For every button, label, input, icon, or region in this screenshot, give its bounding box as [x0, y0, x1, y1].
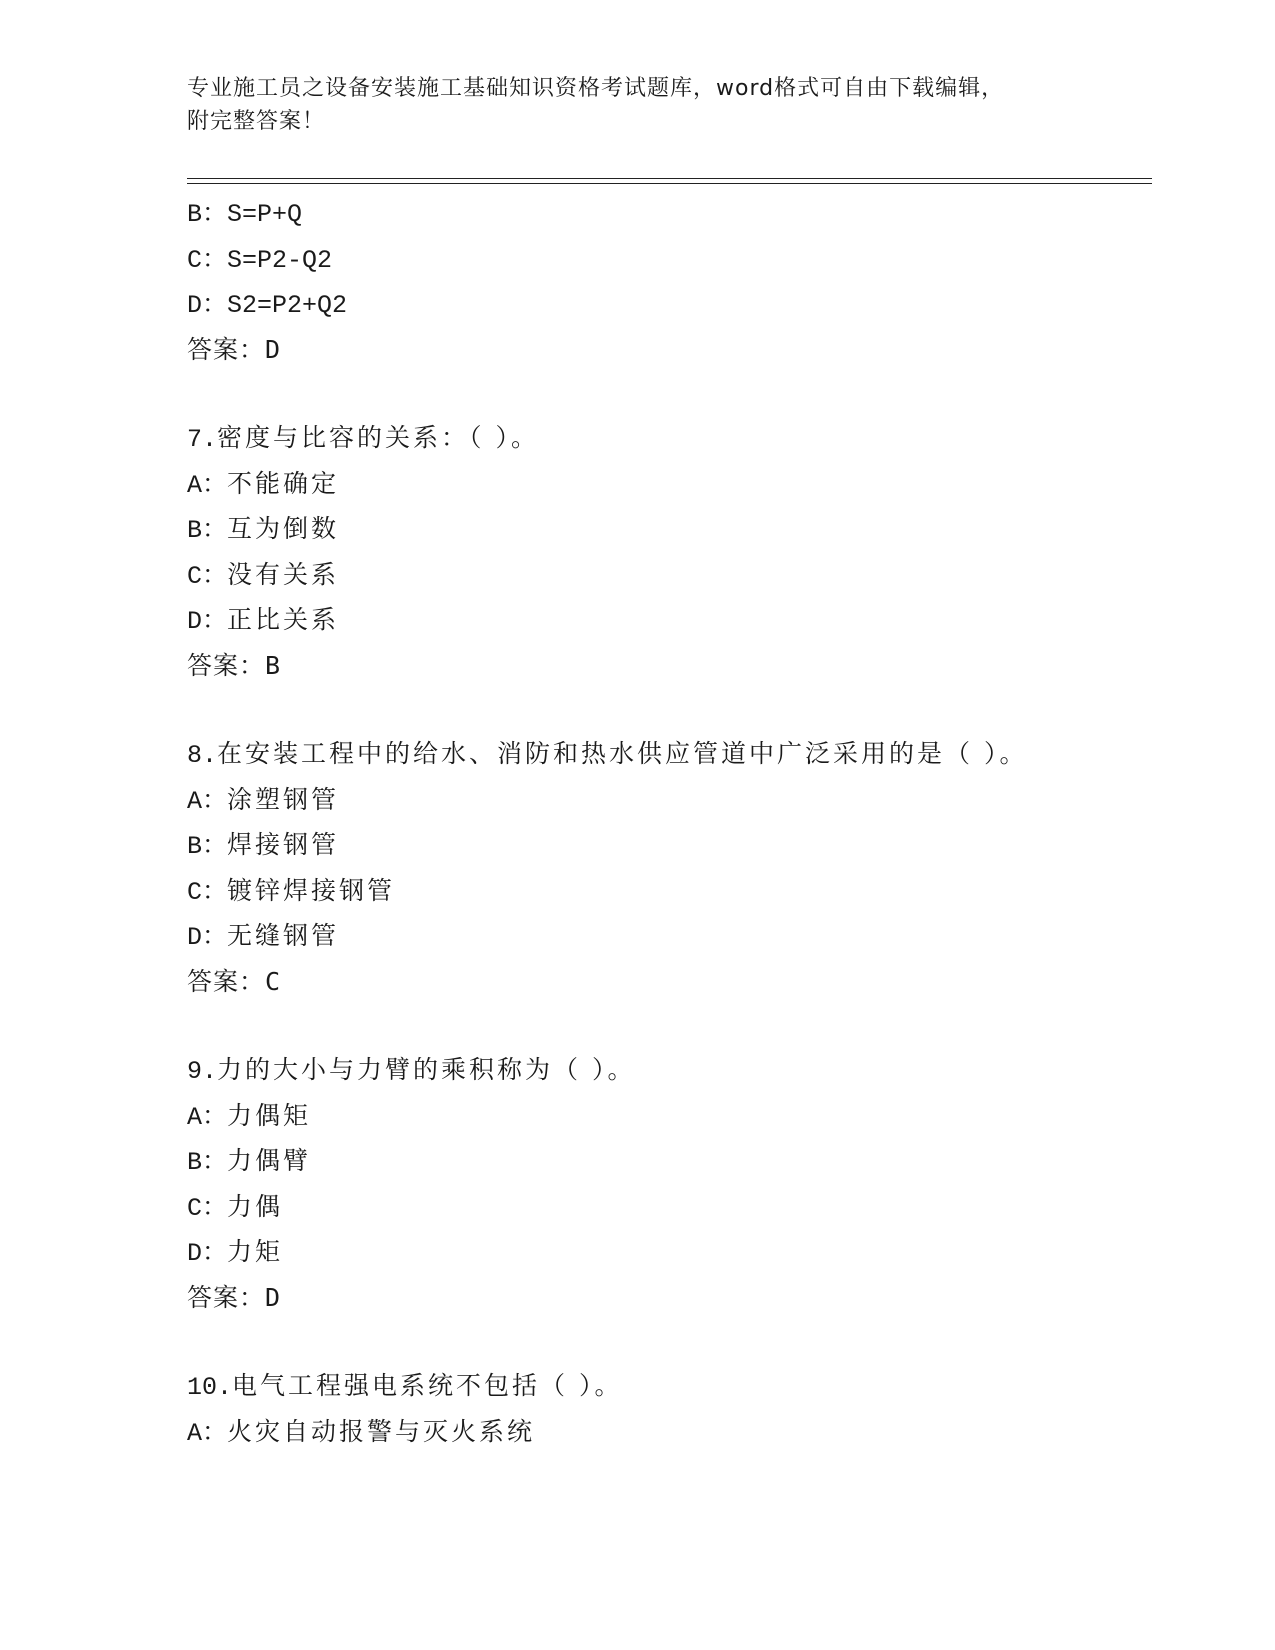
option-line	[187, 913, 1187, 959]
answer-line	[187, 959, 1187, 1005]
header-line-2: 附完整答案！	[187, 109, 326, 134]
question-block	[187, 415, 1187, 688]
answer-label: 答案：	[187, 1282, 266, 1312]
header-line-1: 专业施工员之设备安装施工基础知识资格考试题库，word格式可自由下载编辑，	[187, 76, 1005, 101]
answer-label: 答案：	[187, 966, 266, 996]
option-text: 焊接钢管	[227, 830, 340, 859]
question-text: 力的大小与力臂的乘积称为（ ）。	[217, 1055, 636, 1084]
option-line	[187, 868, 1187, 914]
option-line	[187, 506, 1187, 552]
option-line	[187, 777, 1187, 823]
option-text: 互为倒数	[227, 514, 340, 543]
option-label: D：	[187, 923, 228, 952]
answer-value: D	[265, 334, 282, 364]
option-label: C：	[187, 561, 228, 591]
question-block	[187, 1363, 1187, 1454]
question-text: 在安装工程中的给水、消防和热水供应管道中广泛采用的是（ ）。	[217, 739, 1028, 768]
option-text: 没有关系	[227, 559, 340, 589]
option-label: C：	[187, 877, 228, 907]
answer-line	[187, 1275, 1187, 1321]
option-label: C：	[187, 1193, 228, 1223]
question-number: 8.	[187, 741, 218, 770]
question-list	[187, 190, 1187, 1454]
header-divider-bottom	[187, 183, 1152, 184]
option-line	[187, 1093, 1187, 1139]
option-line	[187, 822, 1187, 868]
option-label: A：	[187, 1102, 228, 1132]
option-label: A：	[187, 786, 228, 816]
option-line	[187, 190, 1187, 236]
option-line	[187, 281, 1187, 327]
answer-line	[187, 643, 1187, 689]
option-line	[187, 1229, 1187, 1275]
answer-value: B	[265, 650, 282, 680]
option-line	[187, 236, 1187, 282]
option-label: B：	[187, 832, 228, 861]
option-label: B：	[187, 516, 228, 545]
option-label: B：	[187, 200, 228, 229]
answer-value: D	[265, 1282, 282, 1312]
header-divider-top	[187, 178, 1152, 179]
option-text: 正比关系	[227, 605, 340, 634]
question-block	[187, 1047, 1187, 1320]
option-text: 火灾自动报警与灭火系统	[227, 1416, 536, 1446]
question-stem	[187, 1047, 1187, 1093]
option-label: B：	[187, 1148, 228, 1177]
option-text: 力矩	[227, 1237, 284, 1266]
question-text: 密度与比容的关系：（ ）。	[217, 423, 539, 452]
option-line	[187, 1409, 1187, 1455]
question-text: 电气工程强电系统不包括（ ）。	[232, 1371, 623, 1400]
option-label: D：	[187, 291, 228, 320]
answer-label: 答案：	[187, 334, 266, 364]
option-text: 不能确定	[227, 468, 340, 498]
question-number: 7.	[187, 425, 218, 454]
option-text: 无缝钢管	[227, 921, 340, 950]
option-line	[187, 461, 1187, 507]
option-text: 力偶臂	[227, 1146, 312, 1175]
option-label: A：	[187, 1418, 228, 1448]
answer-value: C	[265, 966, 282, 996]
option-text: 力偶矩	[227, 1100, 312, 1130]
answer-line	[187, 327, 1187, 373]
option-text: S=P+Q	[227, 200, 303, 229]
option-label: C：	[187, 245, 228, 275]
question-number: 9.	[187, 1057, 218, 1086]
option-label: D：	[187, 607, 228, 636]
option-line	[187, 1138, 1187, 1184]
option-text: 涂塑钢管	[227, 784, 340, 814]
option-line	[187, 1184, 1187, 1230]
option-text: 力偶	[227, 1191, 284, 1221]
question-block	[187, 731, 1187, 1004]
answer-label: 答案：	[187, 650, 266, 680]
document-header	[187, 72, 1087, 138]
option-text: 镀锌焊接钢管	[227, 875, 396, 905]
question-number: 10.	[187, 1373, 233, 1402]
question-stem	[187, 1363, 1187, 1409]
option-text: S=P2-Q2	[227, 245, 333, 275]
option-label: A：	[187, 470, 228, 500]
option-line	[187, 552, 1187, 598]
option-label: D：	[187, 1239, 228, 1268]
question-stem	[187, 415, 1187, 461]
option-line	[187, 597, 1187, 643]
question-stem	[187, 731, 1187, 777]
option-text: S2=P2+Q2	[227, 291, 348, 320]
question-continuation	[187, 190, 1187, 372]
